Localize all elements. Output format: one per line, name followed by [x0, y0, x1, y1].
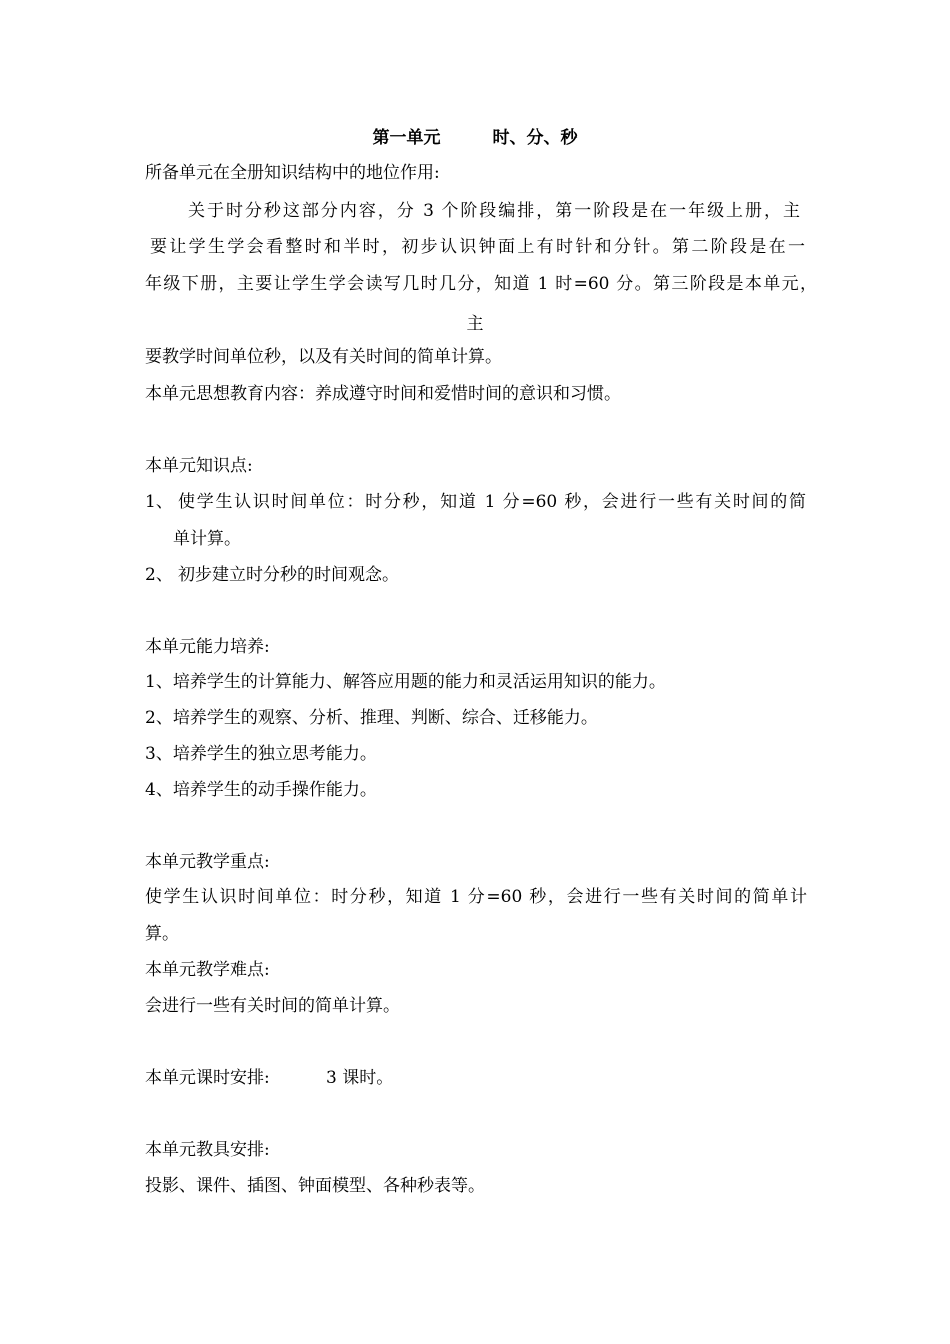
knowledge-item-number: 1、 — [145, 492, 173, 512]
focus-text-line: 使学生认识时间单位：时分秒，知道 1 分=60 秒，会进行一些有关时间的简单计 — [145, 887, 807, 907]
ability-item: 1、培养学生的计算能力、解答应用题的能力和灵活运用知识的能力。 — [145, 672, 666, 692]
ability-item: 2、培养学生的观察、分析、推理、判断、综合、迁移能力。 — [145, 708, 598, 728]
position-paragraph-line: 要让学生学会看整时和半时，初步认识钟面上有时针和分针。第二阶段是在一 — [150, 237, 805, 257]
focus-heading: 本单元教学重点: — [145, 852, 270, 872]
tools-heading: 本单元教具安排: — [145, 1140, 270, 1160]
knowledge-item-number: 2、 — [145, 565, 173, 585]
knowledge-heading: 本单元知识点: — [145, 456, 253, 476]
knowledge-item-text: 初步建立时分秒的时间观念。 — [178, 565, 399, 585]
page-title — [0, 127, 950, 149]
ability-item: 3、培养学生的独立思考能力。 — [145, 744, 377, 764]
ability-heading: 本单元能力培养: — [145, 637, 270, 657]
title-unit: 第一单元 — [372, 128, 441, 148]
position-paragraph-line: 年级下册，主要让学生学会读写几时几分，知道 1 时=60 分。第三阶段是本单元， — [145, 274, 817, 294]
position-paragraph-line: 关于时分秒这部分内容，分 3 个阶段编排，第一阶段是在一年级上册，主 — [188, 201, 800, 221]
tools-text: 投影、课件、插图、钟面模型、各种秒表等。 — [145, 1176, 485, 1196]
knowledge-item-text: 使学生认识时间单位：时分秒，知道 1 分=60 秒，会进行一些有关时间的简 — [178, 492, 806, 512]
difficulty-heading: 本单元教学难点: — [145, 960, 270, 980]
schedule-label: 本单元课时安排: — [145, 1068, 270, 1088]
position-paragraph-line: 主 — [466, 314, 484, 334]
position-paragraph-line: 要教学时间单位秒，以及有关时间的简单计算。 — [145, 347, 502, 367]
position-heading: 所备单元在全册知识结构中的地位作用: — [145, 163, 440, 183]
knowledge-item-text: 单计算。 — [173, 529, 241, 549]
title-topic: 时、分、秒 — [492, 128, 578, 148]
difficulty-text: 会进行一些有关时间的简单计算。 — [145, 996, 400, 1016]
moral-education-text: 本单元思想教育内容：养成遵守时间和爱惜时间的意识和习惯。 — [145, 384, 621, 404]
focus-text-line: 算。 — [145, 924, 179, 944]
ability-item: 4、培养学生的动手操作能力。 — [145, 780, 377, 800]
schedule-value: 3 课时。 — [326, 1068, 394, 1088]
